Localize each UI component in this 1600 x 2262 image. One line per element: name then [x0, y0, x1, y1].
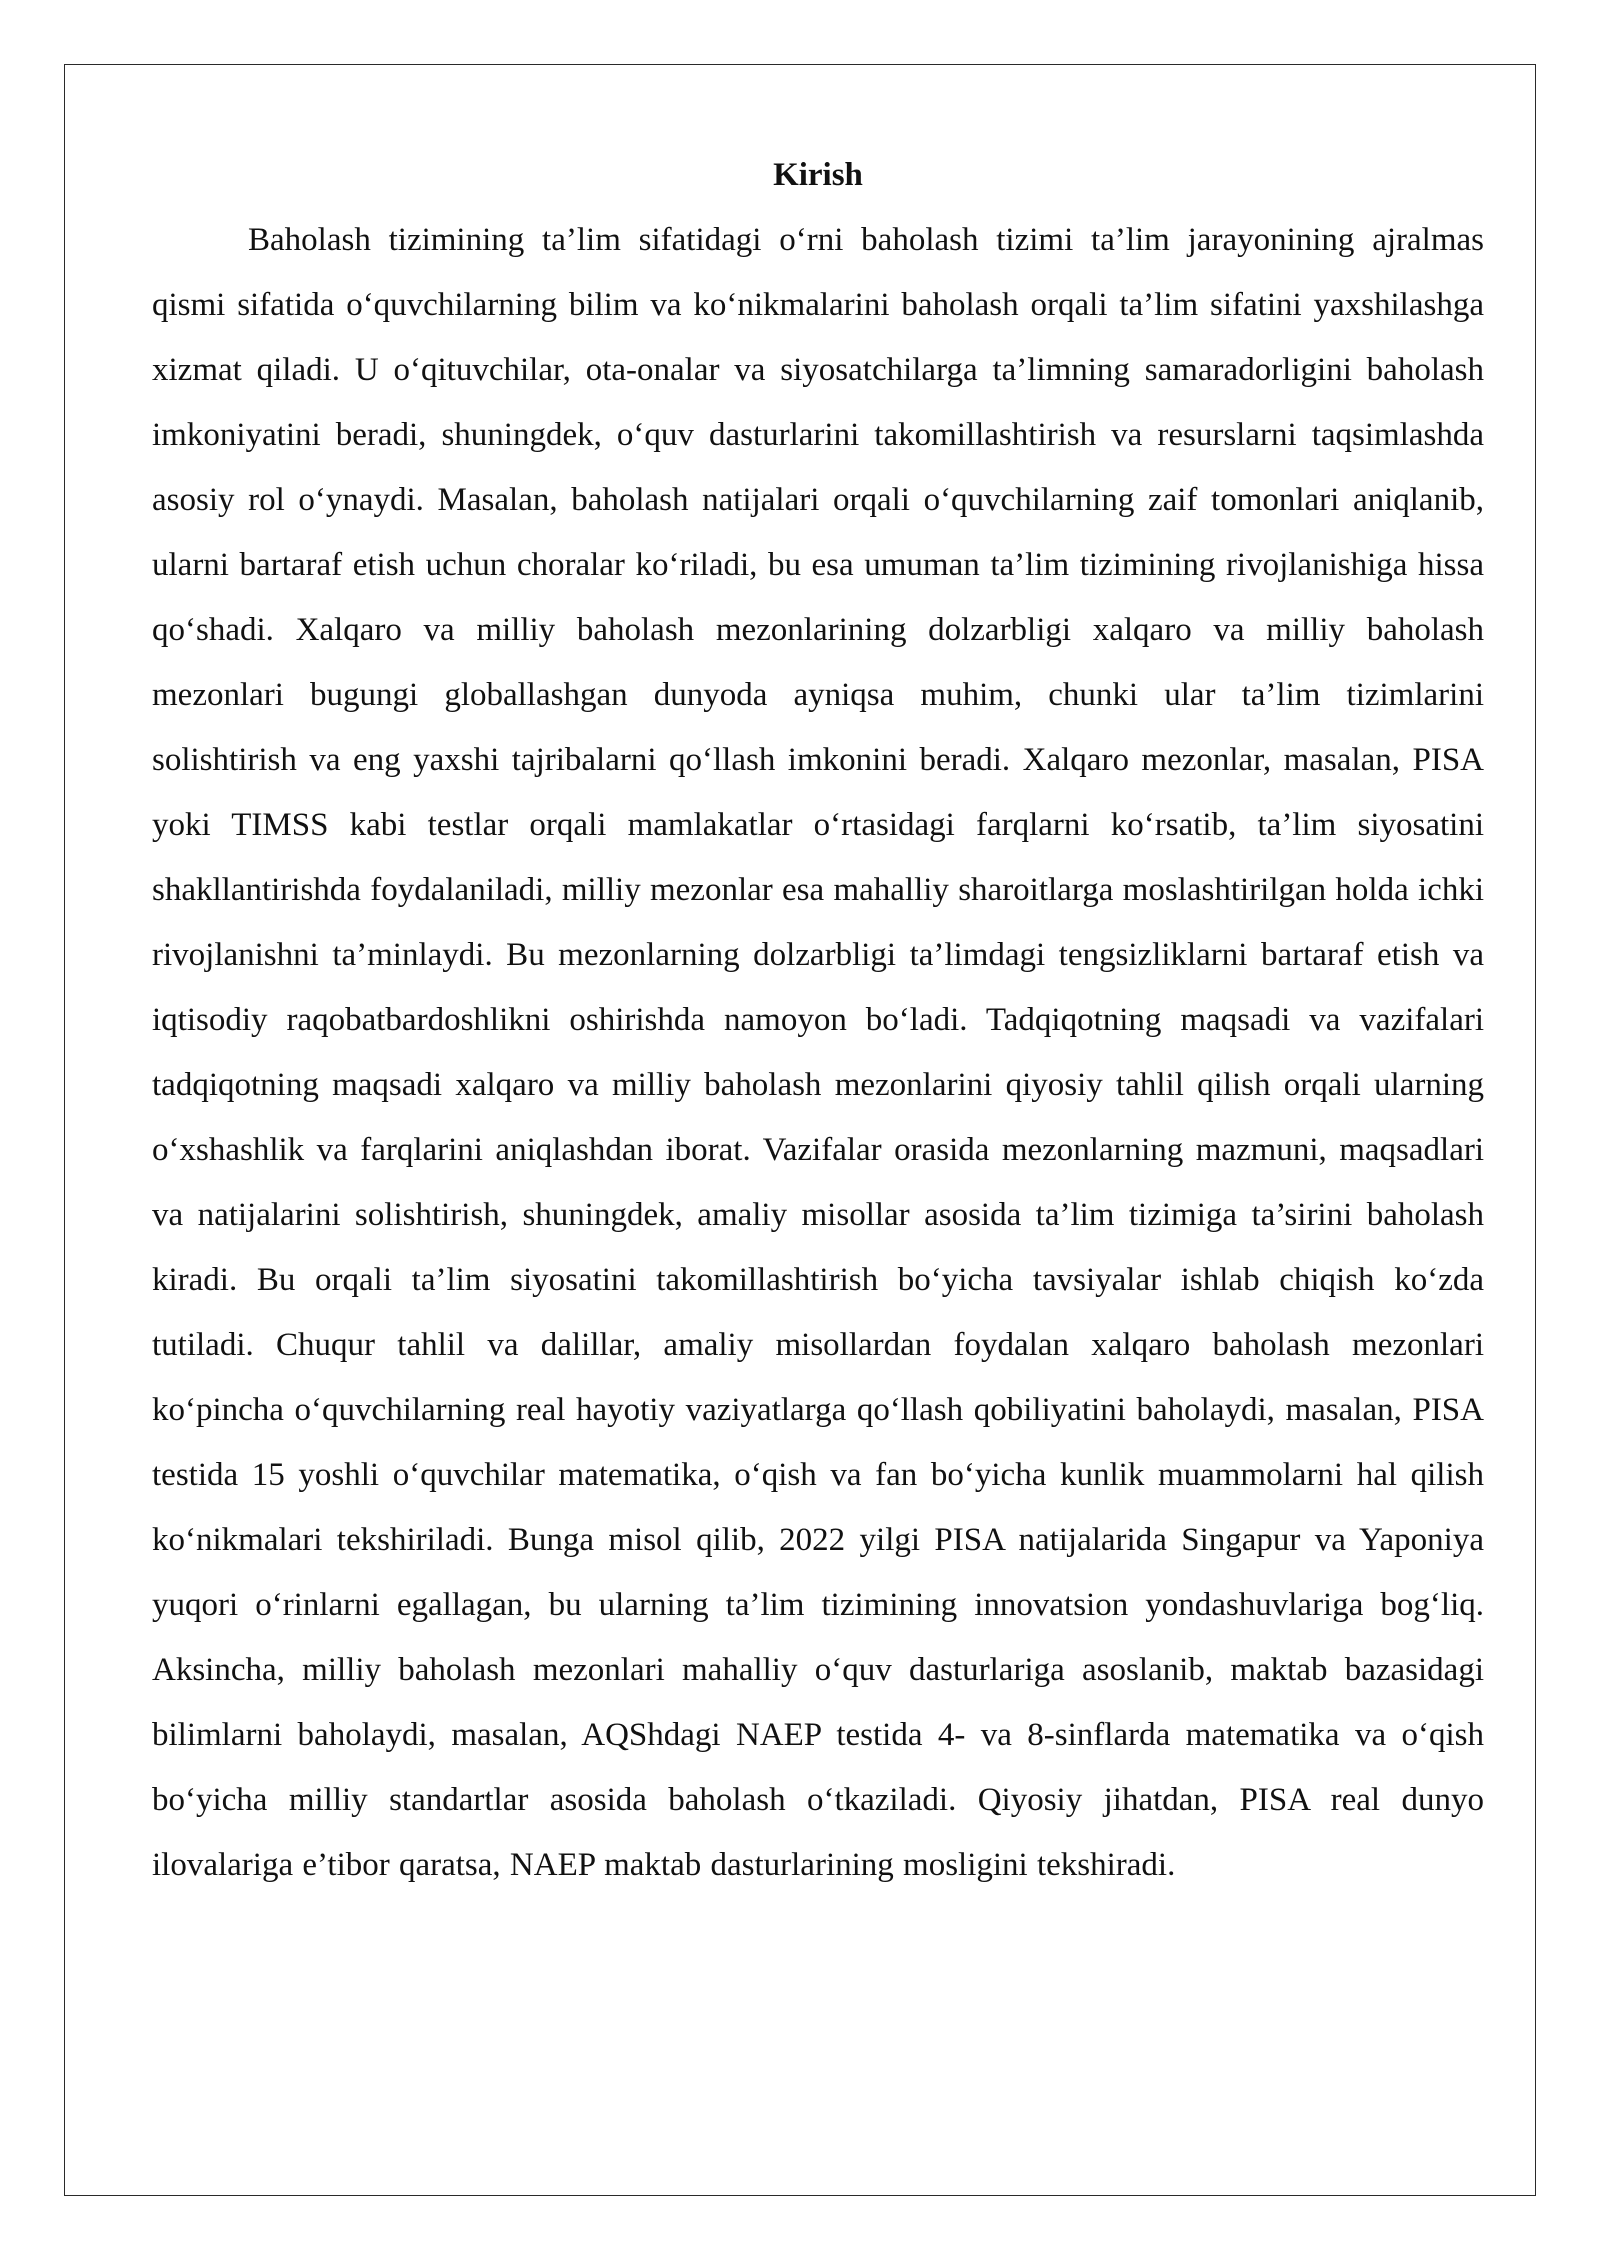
body-paragraph: Baholash tizimining ta’lim sifatidagi o‘rni baholash tizimi ta’lim jarayonining ajralmas qismi sifatida o‘quvchilarning bilim va ko‘nikmalarini baholash orqali ta’lim sifatini yaxshilashga xizmat qiladi. U o‘qituvchilar, ota-onalar va siyosatchilarga ta’limning samaradorligini baholash imkoniyatini beradi, shuningdek, o‘quv dasturlarini takomillashtirish va resurslarni taqsimlashda asosiy rol o‘ynaydi. Masalan, baholash natijalari orqali o‘quvchilarning zaif tomonlari aniqlanib, ularni bartaraf etish uchun choralar ko‘riladi, bu esa umuman ta’lim tizimining rivojlanishiga hissa qo‘shadi. Xalqaro va milliy baholash mezonlarining dolzarbligi xalqaro va milliy baholash mezonlari bugungi globallashgan dunyoda ayniqsa muhim, chunki ular ta’lim tizimlarini solishtirish va eng yaxshi tajribalarni qo‘llash imkonini beradi. Xalqaro mezonlar, masalan, PISA yoki TIMSS kabi testlar orqali mamlakatlar o‘rtasidagi farqlarni ko‘rsatib, ta’lim siyosatini shakllantirishda foydalaniladi, milliy mezonlar esa mahalliy sharoitlarga moslashtirilgan holda ichki rivojlanishni ta’minlaydi. Bu mezonlarning dolzarbligi ta’limdagi tengsizliklarni bartaraf etish va iqtisodiy raqobatbardoshlikni oshirishda namoyon bo‘ladi. Tadqiqotning maqsadi va vazifalari tadqiqotning maqsadi xalqaro va milliy baholash mezonlarini qiyosiy tahlil qilish orqali ularning o‘xshashlik va farqlarini aniqlashdan iborat. Vazifalar orasida mezonlarning mazmuni, maqsadlari va natijalarini solishtirish, shuningdek, amaliy misollar asosida ta’lim tizimiga ta’sirini baholash kiradi. Bu orqali ta’lim siyosatini takomillashtirish bo‘yicha tavsiyalar ishlab chiqish ko‘zda tutiladi. Chuqur tahlil va dalillar, amaliy misollardan foydalan xalqaro baholash mezonlari ko‘pincha o‘quvchilarning real hayotiy vaziyatlarga qo‘llash qobiliyatini baholaydi, masalan, PISA testida 15 yoshli o‘quvchilar matematika, o‘qish va fan bo‘yicha kunlik muammolarni hal qilish ko‘nikmalari tekshiriladi. Bunga misol qilib, 2022 yilgi PISA natijalarida Singapur va Yaponiya yuqori o‘rinlarni egallagan, bu ularning ta’lim tizimining innovatsion yondashuvlariga bog‘liq. Aksincha, milliy baholash mezonlari mahalliy o‘quv dasturlariga asoslanib, maktab bazasidagi bilimlarni baholaydi, masalan, AQShdagi NAEP testida 4- va 8-sinflarda matematika va o‘qish bo‘yicha milliy standartlar asosida baholash o‘tkaziladi. Qiyosiy jihatdan, PISA real dunyo ilovalariga e’tibor qaratsa, NAEP maktab dasturlarining mosligini tekshiradi. — [152, 222, 1484, 1883]
document-title: Kirish — [773, 157, 863, 193]
document-body — [152, 150, 1484, 1898]
